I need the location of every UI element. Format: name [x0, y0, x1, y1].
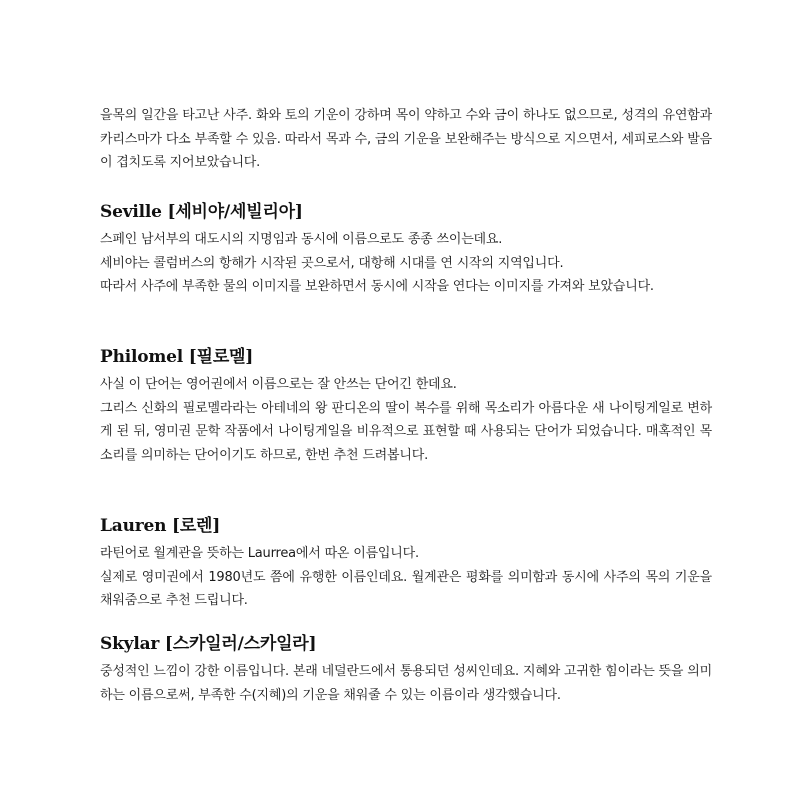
intro-paragraph: 을목의 일간을 타고난 사주. 화와 토의 기운이 강하며 목이 약하고 수와 금이 하나도 없으므로, 성격의 유연함과 카리스마가 다소 부족할 수 있음. 따라서 목과 수, 금의 기운을 보완해주는 방식으로 지으면서, 세피로스와 발음이 겹치도록 지어보았습니다.: [100, 108, 712, 170]
body-paragraph: 세비야는 콜럼버스의 항해가 시작된 곳으로서, 대항해 시대를 연 시작의 지역입니다.: [100, 255, 564, 271]
body-paragraph: 중성적인 느낌이 강한 이름입니다. 본래 네덜란드에서 통용되던 성씨인데요. 지혜와 고귀한 힘이라는 뜻을 의미하는 이름으로써, 부족한 수(지혜)의 기운을 채워줄 수 있는 이름이라 생각했습니다.: [100, 664, 712, 703]
name-section-lauren: [100, 514, 712, 613]
body-paragraph: 그리스 신화의 필로멜라라는 아테네의 왕 판디온의 딸이 복수를 위해 목소리가 아름다운 새 나이팅게일로 변하게 된 뒤, 영미권 문학 작품에서 나이팅게일을 비유적으로 표현할 때 사용되는 단어가 되었습니다. 매혹적인 목소리를 의미하는 단어이기도 하므로, 한번 추천 드려봅니다.: [100, 400, 712, 463]
name-section-seville: [100, 200, 712, 299]
section-heading: Philomel [필로멜]: [100, 347, 254, 367]
section-heading: Skylar [스카일러/스카일라]: [100, 634, 317, 654]
body-paragraph: 실제로 영미권에서 1980년도 쯤에 유행한 이름인데요. 월계관은 평화를 의미함과 동시에 사주의 목의 기운을 채워줌으로 추천 드립니다.: [100, 569, 712, 608]
body-paragraph: 스페인 남서부의 대도시의 지명임과 동시에 이름으로도 종종 쓰이는데요.: [100, 232, 503, 247]
section-body: [100, 542, 712, 613]
name-section-skylar: [100, 632, 712, 707]
section-body: [100, 228, 712, 299]
section-heading: Seville [세비야/세빌리아]: [100, 202, 303, 222]
name-section-philomel: [100, 345, 712, 467]
section-body: [100, 373, 712, 467]
body-paragraph: 라틴어로 월계관을 뜻하는 Laurrea에서 따온 이름입니다.: [100, 546, 419, 561]
section-heading: Lauren [로렌]: [100, 516, 221, 536]
body-paragraph: 따라서 사주에 부족한 물의 이미지를 보완하면서 동시에 시작을 연다는 이미지를 가져와 보았습니다.: [100, 279, 654, 294]
body-paragraph: 사실 이 단어는 영어권에서 이름으로는 잘 안쓰는 단어긴 한데요.: [100, 377, 457, 392]
section-body: [100, 660, 712, 707]
